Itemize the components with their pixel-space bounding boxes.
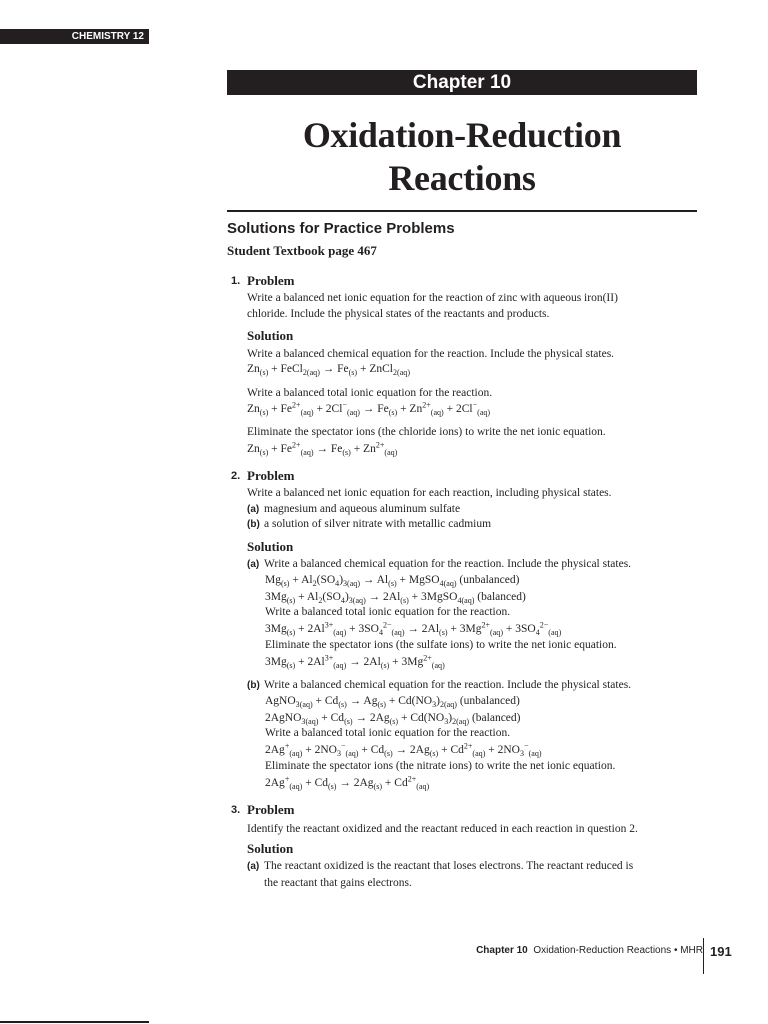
q2-b-equation-unbalanced: AgNO$_{3(aq)}$ + $Cd_{(s)} \to Ag_{(s)} + Cd(NO_3)_{2(aq)}$ (unbalanced) (265, 695, 520, 709)
q2-sol-a-step1: Write a balanced chemical equation for the reaction. Include the physical states. (264, 558, 632, 570)
page-number: 191 (710, 944, 732, 959)
q2-a-equation-net-ionic: $3Mg_{(s)} + 2Al^{3+}_{(aq)} \to 2Al_{(s)} + 3Mg^{2+}_{(aq)}$ (265, 653, 445, 670)
q2-a-equation-balanced: $3Mg_{(s)} + Al_2(SO_4)_{3(aq)} \to 2Al_{(s)}$ + 3MgSO$_{4(aq)}$ (balanced) (265, 591, 526, 605)
q2-sol-b-step2: Write a balanced total ionic equation for the reaction. (265, 727, 511, 739)
q1-problem-line2: chloride. Include the physical states of the reactants and products. (247, 308, 550, 320)
q1-step1: Write a balanced chemical equation for the reaction. Include the physical states. (247, 348, 615, 360)
q2-a-equation-total-ionic: $3Mg_{(s)} + 2Al^{3+}_{(aq)} + 3SO_4^{2-}_{(aq)} \to 2Al_{(s)} + 3Mg^{2+}_{(aq)} + 3SO_4^{2-}_{(aq)}$ (265, 620, 562, 637)
q2-part-b-label: (b) (247, 519, 260, 530)
q3-sol-a-label: (a) (247, 861, 260, 872)
chapter-title (227, 114, 697, 200)
section-heading: Solutions for Practice Problems (227, 220, 455, 237)
q1-number: 1. (231, 275, 241, 287)
q2-sol-b-label: (b) (247, 680, 260, 691)
balanced-note: (balanced) (477, 591, 526, 603)
q3-solution-heading: Solution (247, 841, 294, 856)
section-subheading: Student Textbook page 467 (227, 243, 377, 258)
q1-problem-heading: Problem (247, 273, 295, 288)
q2-b-equation-net-ionic: $2Ag^+_{(aq)} + Cd_{(s)} \to 2Ag_{(s)} + Cd^{2+}_{(aq)}$ (265, 774, 430, 791)
balanced-note: (balanced) (471, 712, 521, 724)
chapter-title-line2: Reactions (388, 158, 536, 198)
q1-step3: Eliminate the spectator ions (the chloride ions) to write the net ionic equation. (247, 426, 606, 438)
q2-b-equation-total-ionic: $2Ag^+_{(aq)} + 2NO_3^-_{(aq)} + Cd_{(s)} \to 2Ag_{(s)} + Cd^{2+}_{(aq)} + 2NO_3^-_{(aq)}$ (265, 741, 542, 758)
footer-divider (703, 938, 704, 974)
unbalanced-note: (unbalanced) (459, 574, 520, 586)
q2-sol-a-step2: Write a balanced total ionic equation for the reaction. (265, 606, 511, 618)
q1-equation-net-ionic: $Zn_{(s)} + Fe^{2+}_{(aq)} \to Fe_{(s)} + Zn^{2+}_{(aq)}$ (247, 440, 398, 457)
q1-equation-total-ionic: $Zn_{(s)} + Fe^{2+}_{(aq)} + 2Cl^-_{(aq)} \to Fe_{(s)} + Zn^{2+}_{(aq)} + 2Cl^-_{(aq)}$ (247, 400, 491, 417)
q2-a-equation-unbalanced: $Mg_{(s)} + Al_2(SO_4)_{3(aq)} \to Al_{(s)}$ + MgSO$_{4(aq)}$ (unbalanced) (265, 574, 520, 588)
footer-chapter: Chapter 10 (476, 945, 528, 956)
page-footer (476, 945, 703, 956)
q2-sol-b-step3: Eliminate the spectator ions (the nitrate ions) to write the net ionic equation. (265, 760, 616, 772)
q2-sol-a-step3: Eliminate the spectator ions (the sulfate ions) to write the net ionic equation. (265, 639, 617, 651)
q3-problem-heading: Problem (247, 802, 295, 817)
q2-number: 2. (231, 470, 241, 482)
q3-sol-a-line1: The reactant oxidized is the reactant that loses electrons. The reactant reduced is (264, 860, 634, 872)
chapter-label: Chapter 10 (227, 70, 697, 95)
q3-sol-a-line2: the reactant that gains electrons. (264, 877, 412, 889)
footer-title: Oxidation-Reduction Reactions • MHR (533, 945, 703, 956)
q3-number: 3. (231, 804, 241, 816)
q1-problem-line1: Write a balanced net ionic equation for the reaction of zinc with aqueous iron(II) (247, 292, 618, 304)
q2-problem-heading: Problem (247, 468, 295, 483)
q3-problem-text: Identify the reactant oxidized and the reactant reduced in each reaction in question 2. (247, 823, 638, 835)
q2-sol-b-step1: Write a balanced chemical equation for the reaction. Include the physical states. (264, 679, 632, 691)
q2-b-equation-balanced: 2AgNO$_{3(aq)}$ + $Cd_{(s)} \to 2Ag_{(s)} + Cd(NO_3)_{2(aq)}$ (balanced) (265, 712, 521, 726)
q2-problem-text: Write a balanced net ionic equation for each reaction, including physical states. (247, 487, 612, 499)
title-divider (227, 210, 697, 212)
q2-part-a-label: (a) (247, 504, 260, 515)
chapter-title-line1: Oxidation-Reduction (302, 115, 622, 155)
q1-solution-heading: Solution (247, 328, 294, 343)
book-title-tab: CHEMISTRY 12 (0, 29, 149, 44)
unbalanced-note: (unbalanced) (459, 695, 520, 707)
bottom-rule (0, 1021, 149, 1023)
q1-step2: Write a balanced total ionic equation for the reaction. (247, 387, 493, 399)
q2-sol-a-label: (a) (247, 559, 260, 570)
q2-part-a-text: magnesium and aqueous aluminum sulfate (264, 503, 461, 515)
q2-solution-heading: Solution (247, 539, 294, 554)
q2-part-b-text: a solution of silver nitrate with metallic cadmium (264, 518, 492, 530)
q1-equation-molecular: $Zn_{(s)}$ + FeCl$_{2(aq)}$ → $Fe_{(s)}$ + ZnCl$_{2(aq)}$ (247, 363, 410, 377)
